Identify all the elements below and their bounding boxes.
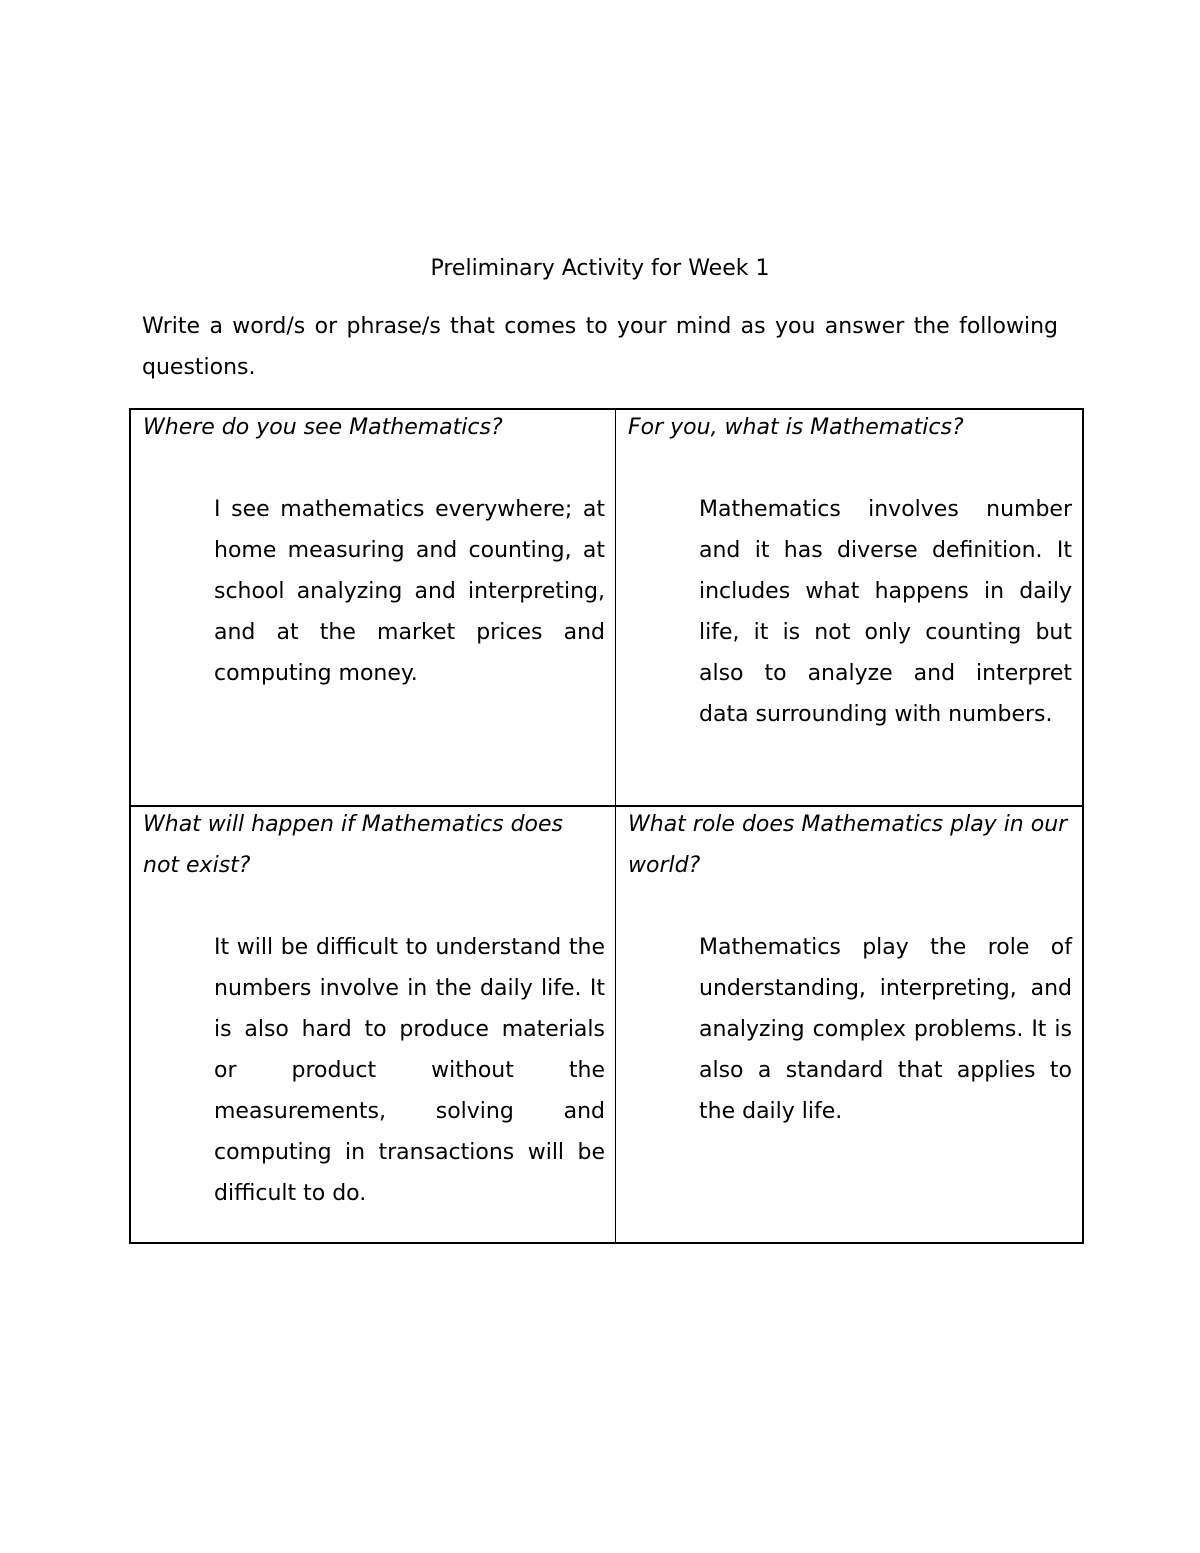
question-text: What will happen if Mathematics does not exist? — [143, 812, 563, 878]
table-cell-what-is — [616, 410, 1082, 807]
question-text: What role does Mathematics play in our world? — [628, 812, 1068, 878]
answer-text: It will be difficult to understand the numbers involve in the daily life. It is also hard to produce materials or product without the measurements, solving and computing in transactions will be difficult to do. — [214, 935, 605, 1206]
table-cell-if-not-exist — [131, 807, 616, 1242]
table-cell-role — [616, 807, 1082, 1242]
answer-text: Mathematics play the role of understanding, interpreting, and analyzing complex problems. It is also a standard that applies to the daily life. — [699, 935, 1072, 1124]
instructions-paragraph: Write a word/s or phrase/s that comes to your mind as you answer the following questions. — [142, 314, 1058, 380]
table-cell-where — [131, 410, 616, 807]
question-answer-table — [129, 408, 1084, 1244]
question-text: For you, what is Mathematics? — [628, 415, 964, 440]
answer-text: I see mathematics everywhere; at home measuring and counting, at school analyzing and interpreting, and at the market prices and computing money. — [214, 497, 605, 686]
answer-text: Mathematics involves number and it has diverse definition. It includes what happens in daily life, it is not only counting but also to analyze and interpret data surrounding with numbers. — [699, 497, 1072, 727]
question-text: Where do you see Mathematics? — [143, 415, 503, 440]
page-title: Preliminary Activity for Week 1 — [430, 256, 770, 281]
